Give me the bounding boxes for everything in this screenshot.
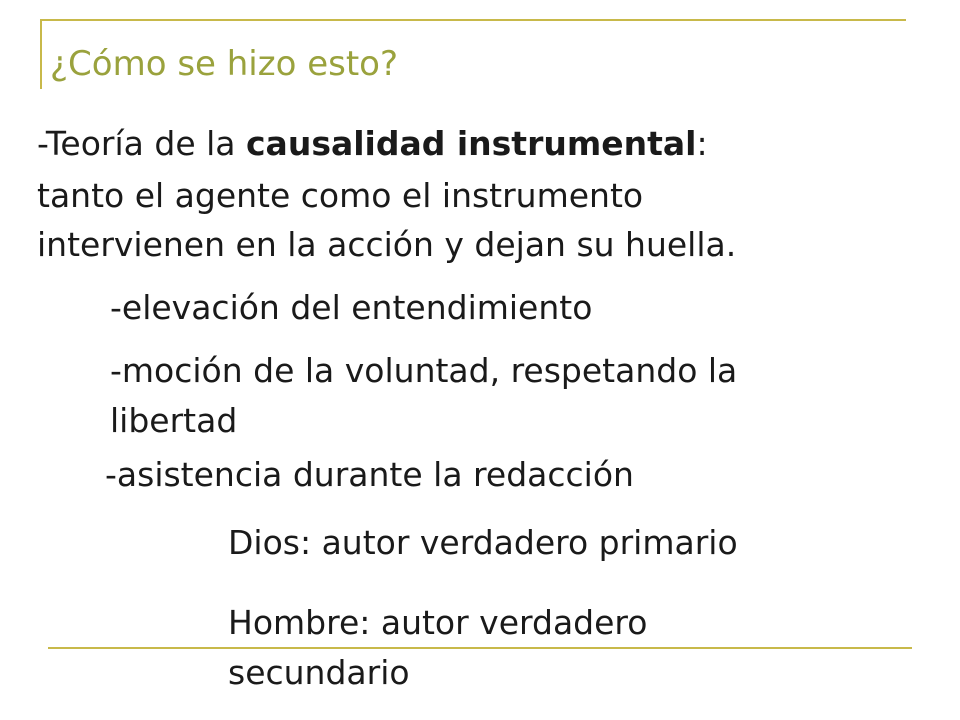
point-understanding: -elevación del entendimiento — [110, 288, 593, 327]
author-man-continued: secundario — [228, 653, 410, 692]
intro-line-1 — [37, 124, 708, 163]
left-rule — [40, 19, 42, 89]
slide-title: ¿Cómo se hizo esto? — [50, 44, 399, 84]
top-rule — [40, 19, 906, 21]
author-man: Hombre: autor verdadero — [228, 603, 648, 642]
point-will-continued: libertad — [110, 401, 238, 440]
point-will: -moción de la voluntad, respetando la — [110, 351, 738, 390]
author-god: Dios: autor verdadero primario — [228, 523, 738, 562]
intro-line-3: intervienen en la acción y dejan su huella. — [37, 225, 737, 264]
intro-prefix: -Teoría de la — [37, 124, 246, 163]
intro-line-2: tanto el agente como el instrumento — [37, 176, 644, 215]
bottom-rule — [48, 647, 912, 649]
intro-suffix: : — [696, 124, 708, 163]
point-assistance: -asistencia durante la redacción — [105, 455, 634, 494]
intro-emphasis: causalidad instrumental — [246, 124, 697, 163]
